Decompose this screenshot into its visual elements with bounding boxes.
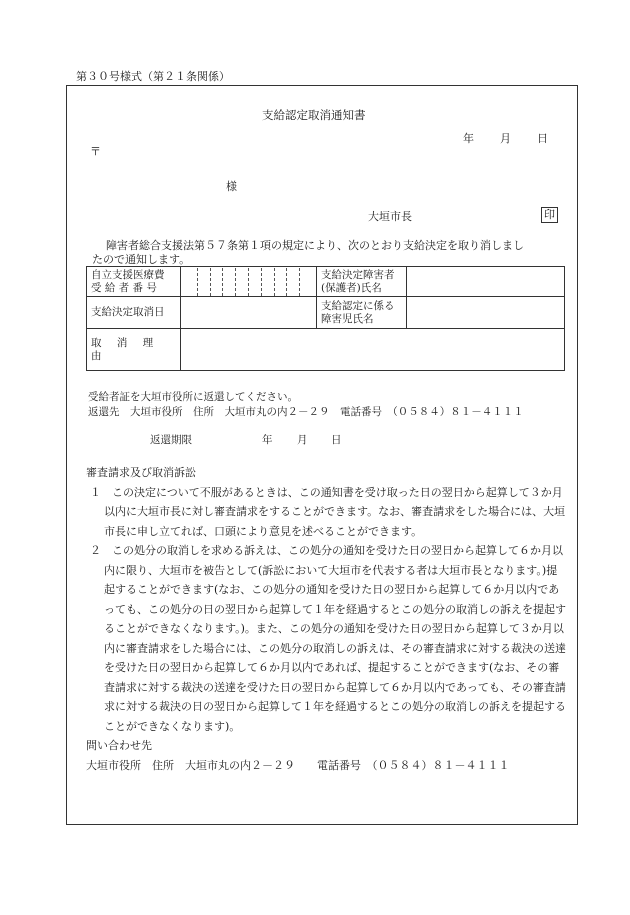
appeal-paragraph-2: ２ この処分の取消しを求める訴えは、この処分の通知を受けた日の翌日から起算して６か月以内に限り、大垣市を被告として(訴訟において大垣市を代表する者は大垣市長となります。)提起することができます(なお、この処分の通知を受けた日の翌日から起算して６か月以内であっても、この処分の日の翌日から起算して１年を経過するとこの処分の取消しの訴えを提起することができなくなります。)。また、この処分の通知を受けた日の翌日から起算して３か月以内に審査請求をした場合には、この処分の取消しの訴えは、その審査請求に対する裁決の送達を受けた日の翌日から起算して６か月以内であれば、提起することができます(なお、その審査請求に対する裁決の送達を受けた日の翌日から起算して６か月以内であっても、その審査請求に対する裁決の日の翌日から起算して１年を経過するとこの処分の取消しの訴えを提起することができなくなります)。 (90, 544, 566, 733)
intro-line-2: たので通知します。 (92, 253, 191, 266)
guardian-name-label-line1: 支給決定障害者 (321, 268, 395, 281)
child-name-label-line2: 障害児氏名 (321, 312, 374, 325)
return-deadline-month: 月 (297, 434, 308, 446)
inquiry-label: 問い合わせ先 (86, 739, 152, 752)
appeal-paragraph-1: １ この決定について不服があるときは、この通知書を受け取った日の翌日から起算して３か月以内に大垣市長に対し審査請求をすることができます。なお、審査請求をした場合には、大垣市長に申し立てれば、口頭により意見を述べることができます。 (90, 485, 566, 538)
recipient-number-label-line2: 受 給 者 番 号 (91, 281, 157, 294)
cancel-date-field[interactable] (181, 297, 317, 329)
date-day-label: 日 (537, 132, 548, 145)
date-month-label: 月 (500, 132, 511, 145)
seal-mark: 印 (541, 207, 558, 223)
child-name-field[interactable] (407, 297, 565, 329)
child-name-label-line1: 支給認定に係る (321, 299, 395, 312)
recipient-number-field[interactable] (181, 267, 317, 297)
guardian-name-label (317, 267, 407, 297)
return-deadline-label: 返還期限 (150, 434, 192, 446)
form-number: 第３０号様式（第２１条関係） (76, 70, 230, 83)
recipient-number-label (87, 267, 181, 297)
appeal-heading: 審査請求及び取消訴訟 (86, 466, 196, 479)
cancel-reason-field[interactable] (181, 329, 565, 371)
postal-mark: 〒 (90, 145, 101, 158)
return-deadline-day: 日 (331, 434, 342, 446)
appeal-section (86, 463, 566, 775)
inquiry-contact: 大垣市役所 住所 大垣市丸の内２－２９ 電話番号 （０５８４）８１－４１１１ (86, 758, 510, 772)
honorific: 様 (226, 180, 237, 193)
return-address: 返還先 大垣市役所 住所 大垣市丸の内２－２９ 電話番号 （０５８４）８１－４１１１ (88, 406, 524, 418)
guardian-name-label-line2: (保護者)氏名 (321, 281, 382, 294)
child-name-label (317, 297, 407, 329)
recipient-number-digit-boxes (185, 268, 312, 296)
table-row (87, 267, 565, 297)
table-row (87, 297, 565, 329)
return-note: 受給者証を大垣市役所に返還してください。 (88, 391, 298, 403)
cancellation-info-table (86, 266, 565, 371)
document-title: 支給認定取消通知書 (262, 108, 366, 122)
date-year-label: 年 (463, 132, 474, 145)
cancel-date-label: 支給決定取消日 (87, 297, 181, 329)
recipient-number-label-line1: 自立支援医療費 (91, 268, 165, 281)
guardian-name-field[interactable] (407, 267, 565, 297)
table-row (87, 329, 565, 371)
intro-line-1: 障害者総合支援法第５７条第１項の規定により、次のとおり支給決定を取り消しまし (106, 239, 524, 252)
return-deadline-year: 年 (262, 434, 273, 446)
issuer-name: 大垣市長 (368, 210, 412, 223)
cancel-reason-label: 取 消 理 由 (87, 329, 181, 371)
